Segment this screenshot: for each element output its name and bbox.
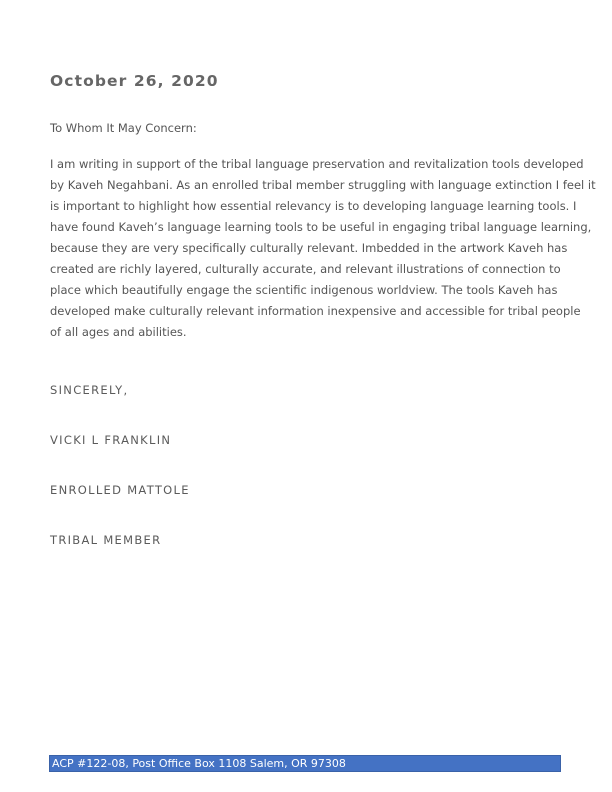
body-line: developed make culturally relevant information inexpensive and accessible for tribal people [50,304,581,318]
letter-salutation: To Whom It May Concern: [50,121,197,135]
footer-address-bar [49,755,561,772]
signer-name: VICKI L FRANKLIN [50,433,172,447]
letter-closing: SINCERELY, [50,383,129,397]
body-line: created are richly layered, culturally accurate, and relevant illustrations of connection to [50,262,561,276]
body-line: because they are very specifically culturally relevant. Imbedded in the artwork Kaveh has [50,241,568,255]
body-line: have found Kaveh’s language learning tools to be useful in engaging tribal language learning, [50,220,592,234]
letter-date: October 26, 2020 [50,72,219,90]
body-line: place which beautifully engage the scientific indigenous worldview. The tools Kaveh has [50,283,558,297]
body-line: I am writing in support of the tribal language preservation and revitalization tools developed [50,157,584,171]
body-line: is important to highlight how essential relevancy is to developing language learning tools. I [50,199,577,213]
letter-body [50,154,596,343]
body-line: of all ages and abilities. [50,325,187,339]
signer-affiliation: ENROLLED MATTOLE [50,483,190,497]
footer-address: ACP #122-08, Post Office Box 1108 Salem, OR 97308 [52,757,346,770]
body-line: by Kaveh Negahbani. As an enrolled tribal member struggling with language extinction I feel it [50,178,596,192]
signer-title: TRIBAL MEMBER [50,533,162,547]
